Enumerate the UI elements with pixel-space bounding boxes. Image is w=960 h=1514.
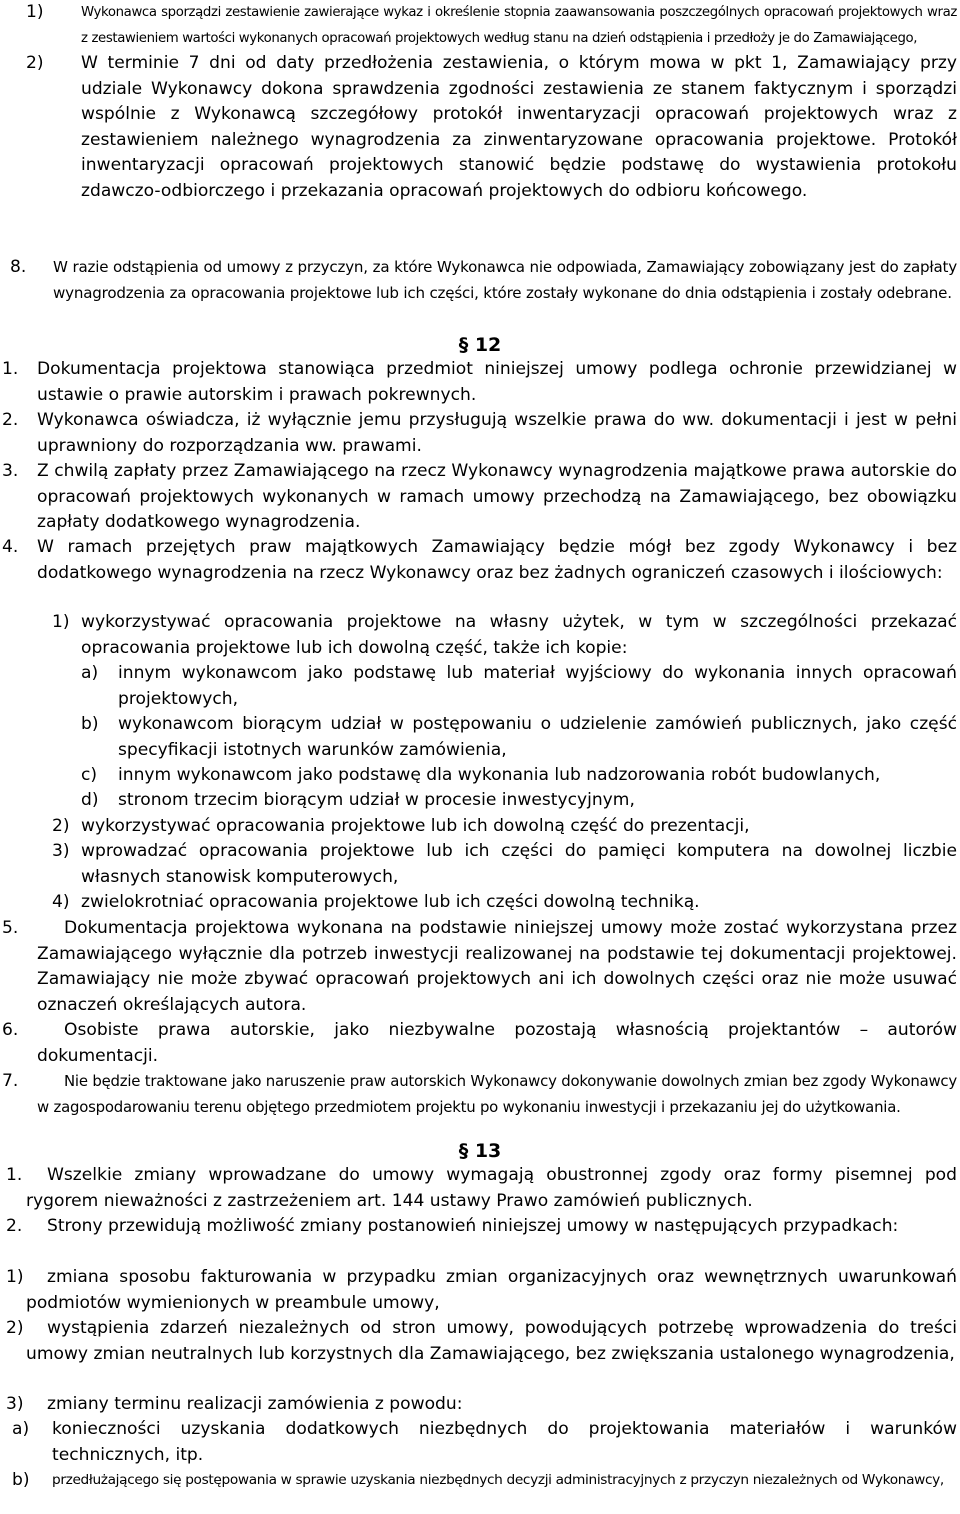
- list-item-text: konieczności uzyskania dodatkowych niezbędnych do projektowania materiałów i warunków technicznych, itp.: [52, 1419, 957, 1465]
- list-item-text: zwielokrotniać opracowania projektowe lub ich części dowolną techniką.: [81, 892, 700, 912]
- item-number: 5.: [2, 918, 19, 938]
- section-heading: [0, 1139, 960, 1165]
- list-item-text: wprowadzać opracowania projektowe lub ich części do pamięci komputera na dowolnej liczbie własnych stanowisk komputerowych,: [81, 841, 957, 887]
- item-number: b): [12, 1470, 30, 1490]
- list-item-text: przedłużającego się postępowania w sprawie uzyskania niezbędnych decyzji administracyjnych z przyczyn niezależnych od Wykonawcy,: [52, 1472, 944, 1488]
- paragraph-text: Wykonawca oświadcza, iż wyłącznie jemu przysługują wszelkie prawa do ww. dokumentacji i jest w pełni uprawniony do rozporządzania ww. prawami.: [37, 410, 957, 456]
- paragraph-text: Dokumentacja projektowa wykonana na podstawie niniejszej umowy może zostać wykorzystana przez Zamawiającego wyłącznie dla potrzeb inwestycji realizowanej na podstawie tej dokumentacji projektowej. Zamawiający nie może zbywać opracowań projektowych ani ich dowolnych części oraz nie może usuwać oznaczeń określających autora.: [37, 918, 957, 1015]
- item-number: 2): [52, 816, 70, 836]
- list-item-text: wykonawcom biorącym udział w postępowaniu o udzielenie zamówień publicznych, jako część specyfikacji istotnych warunków zamówienia,: [118, 714, 957, 760]
- item-number: 1): [26, 2, 44, 22]
- list-item-text: innym wykonawcom jako podstawę lub materiał wyjściowy do wykonania innych opracowań projektowych,: [118, 663, 957, 709]
- paragraph-text: Osobiste prawa autorskie, jako niezbywalne pozostają własnością projektantów – autorów dokumentacji.: [37, 1020, 957, 1066]
- item-number: 1): [52, 612, 70, 632]
- item-number: 8.: [10, 257, 27, 277]
- paragraph-text: zmiany terminu realizacji zamówienia z powodu:: [47, 1394, 463, 1414]
- paragraph-text: zmiana sposobu fakturowania w przypadku zmian organizacyjnych oraz wewnętrznych uwarunkowań podmiotów wymienionych w preambule umowy,: [26, 1267, 957, 1313]
- item-number: 3): [52, 841, 70, 861]
- item-number: d): [81, 790, 99, 810]
- section-heading: [0, 333, 960, 359]
- list-item-text: wykorzystywać opracowania projektowe na własny użytek, w tym w szczególności przekazać opracowania projektowe lub ich dowolną część, także ich kopie:: [81, 612, 957, 658]
- item-number: 4): [52, 892, 70, 912]
- item-number: 2.: [2, 410, 19, 430]
- item-number: b): [81, 714, 99, 734]
- item-number: a): [81, 663, 99, 683]
- paragraph-text: Strony przewidują możliwość zmiany postanowień niniejszej umowy w następujących przypadkach:: [47, 1216, 899, 1236]
- section-heading-text: § 13: [458, 1140, 502, 1162]
- item-number: 1.: [6, 1165, 23, 1185]
- item-number: 6.: [2, 1020, 19, 1040]
- paragraph-text: Wszelkie zmiany wprowadzane do umowy wymagają obustronnej zgody oraz formy pisemnej pod rygorem nieważności z zastrzeżeniem art. 144 ustawy Prawo zamówień publicznych.: [26, 1165, 957, 1211]
- item-number: 7.: [2, 1071, 19, 1091]
- list-item-text: wykorzystywać opracowania projektowe lub ich dowolną część do prezentacji,: [81, 816, 750, 836]
- paragraph-text: Z chwilą zapłaty przez Zamawiającego na rzecz Wykonawcy wynagrodzenia majątkowe prawa autorskie do opracowań projektowych wykonanych w ramach umowy przechodzą na Zamawiającego, bez obowiązku zapłaty dodatkowego wynagrodzenia.: [37, 461, 957, 533]
- paragraph-text: wystąpienia zdarzeń niezależnych od stron umowy, powodujących potrzebę wprowadzenia do treści umowy zmian neutralnych lub korzystnych dla Zamawiającego, bez zwiększania ustalonego wynagrodzenia,: [26, 1318, 957, 1364]
- list-item-text: stronom trzecim biorącym udział w procesie inwestycyjnym,: [118, 790, 635, 810]
- item-number: a): [12, 1419, 30, 1439]
- item-number: 3): [6, 1394, 24, 1414]
- item-number: 4.: [2, 537, 19, 557]
- list-item-text: innym wykonawcom jako podstawę dla wykonania lub nadzorowania robót budowlanych,: [118, 765, 881, 785]
- item-number: 2): [6, 1318, 24, 1338]
- list-item-text: Wykonawca sporządzi zestawienie zawierające wykaz i określenie stopnia zaawansowania poszczególnych opracowań projektowych wraz z zestawieniem wartości wykonanych opracowań projektowych według stanu na dzień odstąpienia i przedłoży je do Zamawiającego,: [81, 5, 957, 46]
- paragraph-text: Dokumentacja projektowa stanowiąca przedmiot niniejszej umowy podlega ochronie przewidzianej w ustawie o prawie autorskim i prawach pokrewnych.: [37, 359, 957, 405]
- item-number: 2): [26, 53, 44, 73]
- item-number: 1.: [2, 359, 19, 379]
- item-number: 3.: [2, 461, 19, 481]
- list-item-text: W terminie 7 dni od daty przedłożenia zestawienia, o którym mowa w pkt 1, Zamawiający przy udziale Wykonawcy dokona sprawdzenia zgodności zestawienia ze stanem faktycznym i sporządzi wspólnie z Wykonawcą szczegółowy protokół inwentaryzacji opracowań projektowych wraz z zestawieniem należnego wynagrodzenia za zinwentaryzowane opracowania projektowe. Protokół inwentaryzacji opracowań projektowych stanowić będzie podstawę do wystawienia protokołu zdawczo-odbiorczego i przekazania opracowań projektowych do odbioru końcowego.: [81, 53, 957, 201]
- paragraph-text: Nie będzie traktowane jako naruszenie praw autorskich Wykonawcy dokonywanie dowolnych zmian bez zgody Wykonawcy w zagospodarowaniu terenu objętego przedmiotem projektu po wykonaniu inwestycji i przekazaniu jej do użytkowania.: [37, 1072, 957, 1116]
- item-number: 1): [6, 1267, 24, 1287]
- section-heading-text: § 12: [458, 334, 502, 356]
- paragraph-text: W razie odstąpienia od umowy z przyczyn, za które Wykonawca nie odpowiada, Zamawiający zobowiązany jest do zapłaty wynagrodzenia za opracowania projektowe lub ich części, które zostały wykonane do dnia odstąpienia i zostały odebrane.: [53, 258, 957, 302]
- item-number: c): [81, 765, 98, 785]
- paragraph-text: W ramach przejętych praw majątkowych Zamawiający będzie mógł bez zgody Wykonawcy i bez dodatkowego wynagrodzenia na rzecz Wykonawcy oraz bez żadnych ograniczeń czasowych i ilościowych:: [37, 537, 957, 583]
- item-number: 2.: [6, 1216, 23, 1236]
